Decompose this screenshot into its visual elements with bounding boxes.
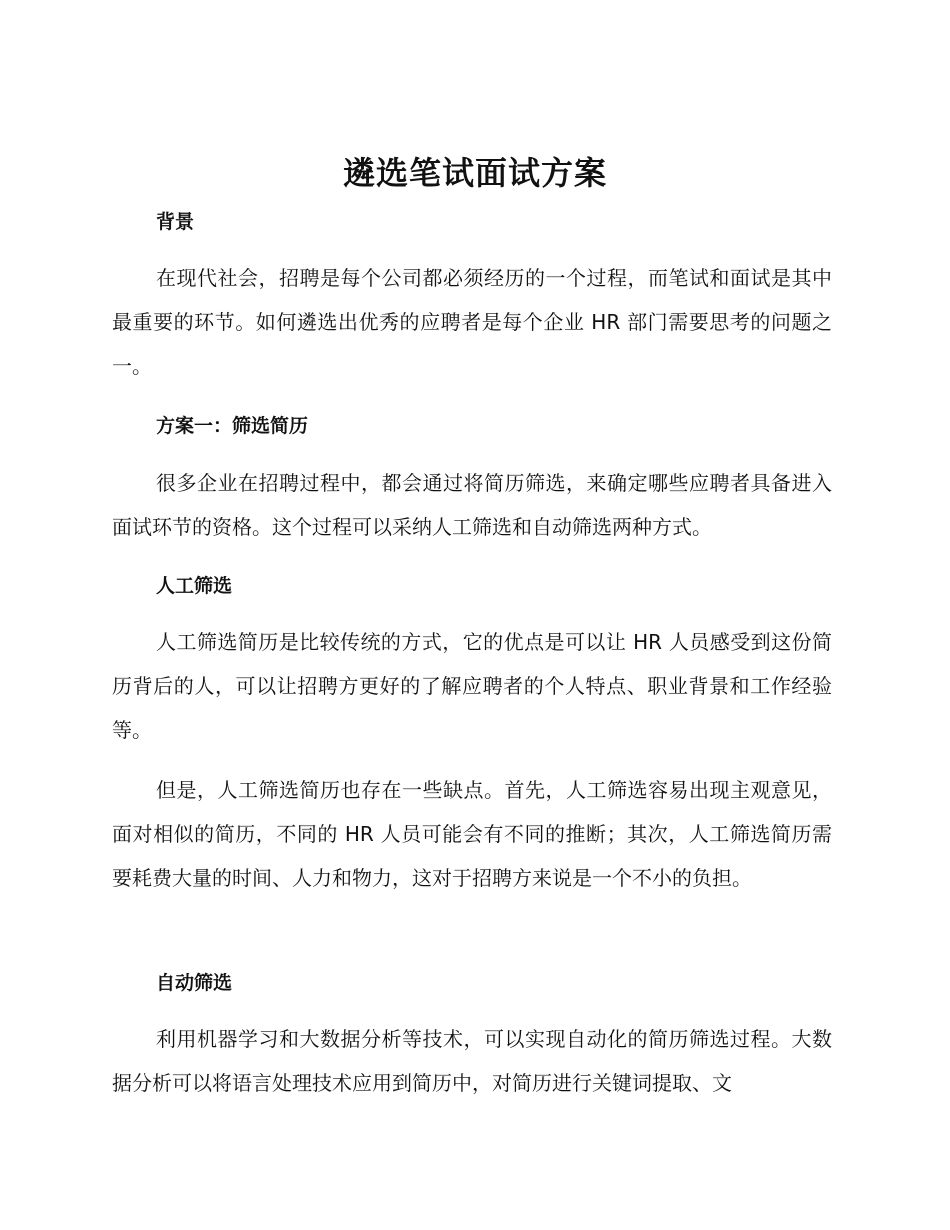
section-heading-plan-one: 方案一：筛选简历: [156, 415, 309, 437]
section-heading-manual-screening: 人工筛选: [156, 575, 233, 597]
paragraph-plan-one: 很多企业在招聘过程中，都会通过将简历筛选，来确定哪些应聘者具备进入面试环节的资格。这个过程可以采纳人工筛选和自动筛选两种方式。: [112, 471, 832, 539]
document-title: 遴选笔试面试方案: [342, 154, 607, 192]
section-heading-background: 背景: [156, 211, 195, 233]
paragraph-manual-disadvantages: 但是，人工筛选简历也存在一些缺点。首先，人工筛选容易出现主观意见，面对相似的简历，不同的 HR 人员可能会有不同的推断；其次，人工筛选简历需要耗费大量的时间、人力和物力，这对于招聘方来说是一个不小的负担。: [112, 778, 832, 890]
paragraph-auto-screening: 利用机器学习和大数据分析等技术，可以实现自动化的简历筛选过程。大数据分析可以将语言处理技术应用到简历中，对简历进行关键词提取、文: [112, 1027, 832, 1095]
paragraph-manual-advantages: 人工筛选简历是比较传统的方式，它的优点是可以让 HR 人员感受到这份简历背后的人，可以让招聘方更好的了解应聘者的个人特点、职业背景和工作经验等。: [112, 630, 832, 742]
section-heading-auto-screening: 自动筛选: [156, 972, 233, 994]
paragraph-background: 在现代社会，招聘是每个公司都必须经历的一个过程，而笔试和面试是其中最重要的环节。如何遴选出优秀的应聘者是每个企业 HR 部门需要思考的问题之一。: [112, 266, 832, 378]
